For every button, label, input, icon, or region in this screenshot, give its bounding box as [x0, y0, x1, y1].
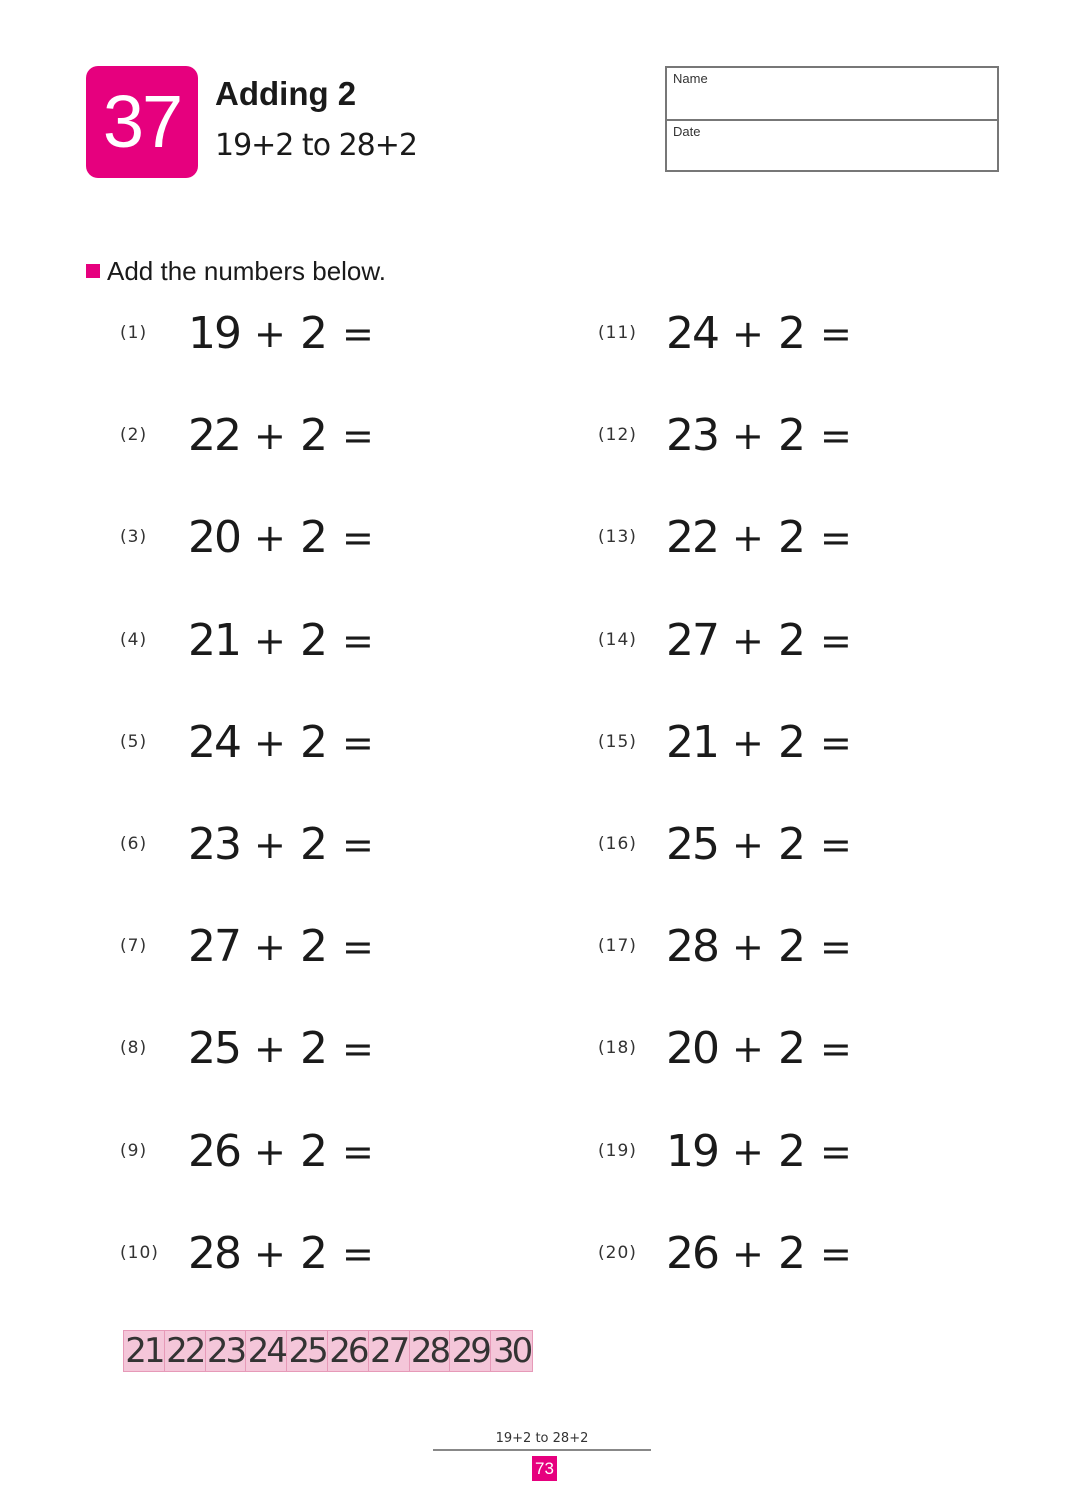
plus-sign: +: [732, 312, 764, 356]
problem-addend: 27: [666, 615, 718, 666]
problem-addend-two: 2: [778, 308, 806, 359]
problem-addend-two: 2: [300, 512, 328, 563]
plus-sign: +: [732, 414, 764, 458]
plus-sign: +: [732, 721, 764, 765]
problem-addend: 23: [666, 410, 718, 461]
problem-addend: 26: [188, 1126, 240, 1177]
square-bullet-icon: [86, 264, 100, 278]
problem-row: [120, 815, 420, 875]
problem-number: (9): [120, 1141, 148, 1161]
problem-number: (18): [598, 1038, 637, 1058]
problem-number: (8): [120, 1038, 148, 1058]
problem-addend: 21: [666, 717, 718, 768]
equals-sign: =: [820, 312, 852, 356]
problem-addend: 22: [188, 410, 240, 461]
equals-sign: =: [342, 1130, 374, 1174]
page-number: 73: [532, 1456, 557, 1481]
problem-addend: 23: [188, 819, 240, 870]
number-strip-cell: 24: [246, 1331, 287, 1371]
problem-addend-two: 2: [300, 410, 328, 461]
problem-addend-two: 2: [778, 1126, 806, 1177]
problem-addend: 20: [666, 1023, 718, 1074]
problem-row: [598, 917, 898, 977]
equals-sign: =: [342, 1027, 374, 1071]
problem-number: (2): [120, 425, 148, 445]
equals-sign: =: [342, 312, 374, 356]
problem-addend: 25: [666, 819, 718, 870]
problem-addend: 24: [188, 717, 240, 768]
problem-addend-two: 2: [778, 410, 806, 461]
name-label: Name: [673, 71, 708, 86]
equals-sign: =: [342, 1232, 374, 1276]
problem-number: (10): [120, 1243, 159, 1263]
problem-row: [120, 1122, 420, 1182]
problem-addend: 26: [666, 1228, 718, 1279]
problem-addend-two: 2: [778, 615, 806, 666]
problem-number: (13): [598, 527, 637, 547]
plus-sign: +: [732, 516, 764, 560]
number-strip-cell: 27: [369, 1331, 410, 1371]
problem-row: [598, 713, 898, 773]
problem-addend-two: 2: [300, 1023, 328, 1074]
plus-sign: +: [732, 823, 764, 867]
instruction: [86, 254, 386, 288]
lesson-title: Adding 2: [215, 75, 357, 112]
problem-number: (5): [120, 732, 148, 752]
problem-addend: 27: [188, 921, 240, 972]
problem-row: [598, 611, 898, 671]
equals-sign: =: [820, 1232, 852, 1276]
problem-number: (19): [598, 1141, 637, 1161]
equals-sign: =: [342, 414, 374, 458]
plus-sign: +: [254, 721, 286, 765]
problem-addend: 24: [666, 308, 718, 359]
problem-row: [598, 1224, 898, 1284]
equals-sign: =: [342, 516, 374, 560]
lesson-subtitle: 19+2 to 28+2: [215, 128, 417, 163]
equals-sign: =: [342, 925, 374, 969]
date-label: Date: [673, 124, 701, 139]
plus-sign: +: [254, 1232, 286, 1276]
equals-sign: =: [820, 925, 852, 969]
plus-sign: +: [732, 1232, 764, 1276]
problem-addend-two: 2: [778, 1023, 806, 1074]
number-strip-cell: 23: [206, 1331, 247, 1371]
problem-number: (7): [120, 936, 148, 956]
plus-sign: +: [254, 1027, 286, 1071]
equals-sign: =: [820, 721, 852, 765]
problem-addend: 19: [666, 1126, 718, 1177]
instruction-text: Add the numbers below.: [107, 256, 386, 286]
problem-row: [120, 917, 420, 977]
problem-row: [598, 1019, 898, 1079]
equals-sign: =: [820, 414, 852, 458]
number-strip-cell: 29: [450, 1331, 491, 1371]
problem-addend-two: 2: [300, 819, 328, 870]
problem-addend-two: 2: [300, 615, 328, 666]
number-strip-cell: 30: [492, 1331, 531, 1371]
problem-row: [598, 815, 898, 875]
problem-addend: 22: [666, 512, 718, 563]
problem-addend-two: 2: [778, 512, 806, 563]
problem-number: (12): [598, 425, 637, 445]
plus-sign: +: [254, 619, 286, 663]
problem-row: [120, 1224, 420, 1284]
name-date-box: [665, 66, 999, 172]
problem-row: [120, 611, 420, 671]
date-field[interactable]: [667, 119, 997, 170]
plus-sign: +: [254, 312, 286, 356]
problem-addend-two: 2: [300, 921, 328, 972]
number-strip: [123, 1330, 533, 1372]
equals-sign: =: [820, 516, 852, 560]
problem-addend-two: 2: [778, 717, 806, 768]
plus-sign: +: [254, 925, 286, 969]
problem-row: [598, 304, 898, 364]
plus-sign: +: [254, 516, 286, 560]
footer-divider: [433, 1449, 651, 1451]
problem-number: (11): [598, 323, 637, 343]
problem-number: (15): [598, 732, 637, 752]
number-strip-cell: 25: [287, 1331, 328, 1371]
equals-sign: =: [342, 619, 374, 663]
footer-caption: 19+2 to 28+2: [495, 1431, 589, 1446]
name-field[interactable]: [667, 68, 997, 119]
problem-addend-two: 2: [300, 1126, 328, 1177]
problem-number: (17): [598, 936, 637, 956]
problem-number: (16): [598, 834, 637, 854]
problem-addend: 21: [188, 615, 240, 666]
equals-sign: =: [820, 619, 852, 663]
plus-sign: +: [732, 1027, 764, 1071]
problem-number: (20): [598, 1243, 637, 1263]
problem-number: (4): [120, 630, 148, 650]
equals-sign: =: [342, 823, 374, 867]
plus-sign: +: [254, 414, 286, 458]
plus-sign: +: [254, 823, 286, 867]
problem-number: (14): [598, 630, 637, 650]
number-strip-cell: 26: [328, 1331, 369, 1371]
problem-addend: 28: [188, 1228, 240, 1279]
problem-addend-two: 2: [300, 1228, 328, 1279]
problem-row: [120, 1019, 420, 1079]
problem-row: [120, 406, 420, 466]
problem-row: [598, 1122, 898, 1182]
problem-row: [120, 713, 420, 773]
problem-number: (3): [120, 527, 148, 547]
problem-addend-two: 2: [300, 717, 328, 768]
problem-number: (1): [120, 323, 148, 343]
problem-addend-two: 2: [778, 921, 806, 972]
problem-addend: 19: [188, 308, 240, 359]
equals-sign: =: [820, 1027, 852, 1071]
plus-sign: +: [732, 1130, 764, 1174]
problem-addend: 25: [188, 1023, 240, 1074]
problem-number: (6): [120, 834, 148, 854]
problem-row: [598, 406, 898, 466]
problem-addend-two: 2: [778, 1228, 806, 1279]
problem-addend: 20: [188, 512, 240, 563]
lesson-number-badge: 37: [86, 66, 198, 178]
problem-addend-two: 2: [300, 308, 328, 359]
problem-addend: 28: [666, 921, 718, 972]
number-strip-cell: 28: [410, 1331, 451, 1371]
plus-sign: +: [254, 1130, 286, 1174]
problem-row: [120, 304, 420, 364]
equals-sign: =: [820, 823, 852, 867]
equals-sign: =: [820, 1130, 852, 1174]
problem-row: [120, 508, 420, 568]
plus-sign: +: [732, 925, 764, 969]
plus-sign: +: [732, 619, 764, 663]
number-strip-cell: 22: [165, 1331, 206, 1371]
problem-row: [598, 508, 898, 568]
equals-sign: =: [342, 721, 374, 765]
problem-addend-two: 2: [778, 819, 806, 870]
number-strip-cell: 21: [124, 1331, 165, 1371]
